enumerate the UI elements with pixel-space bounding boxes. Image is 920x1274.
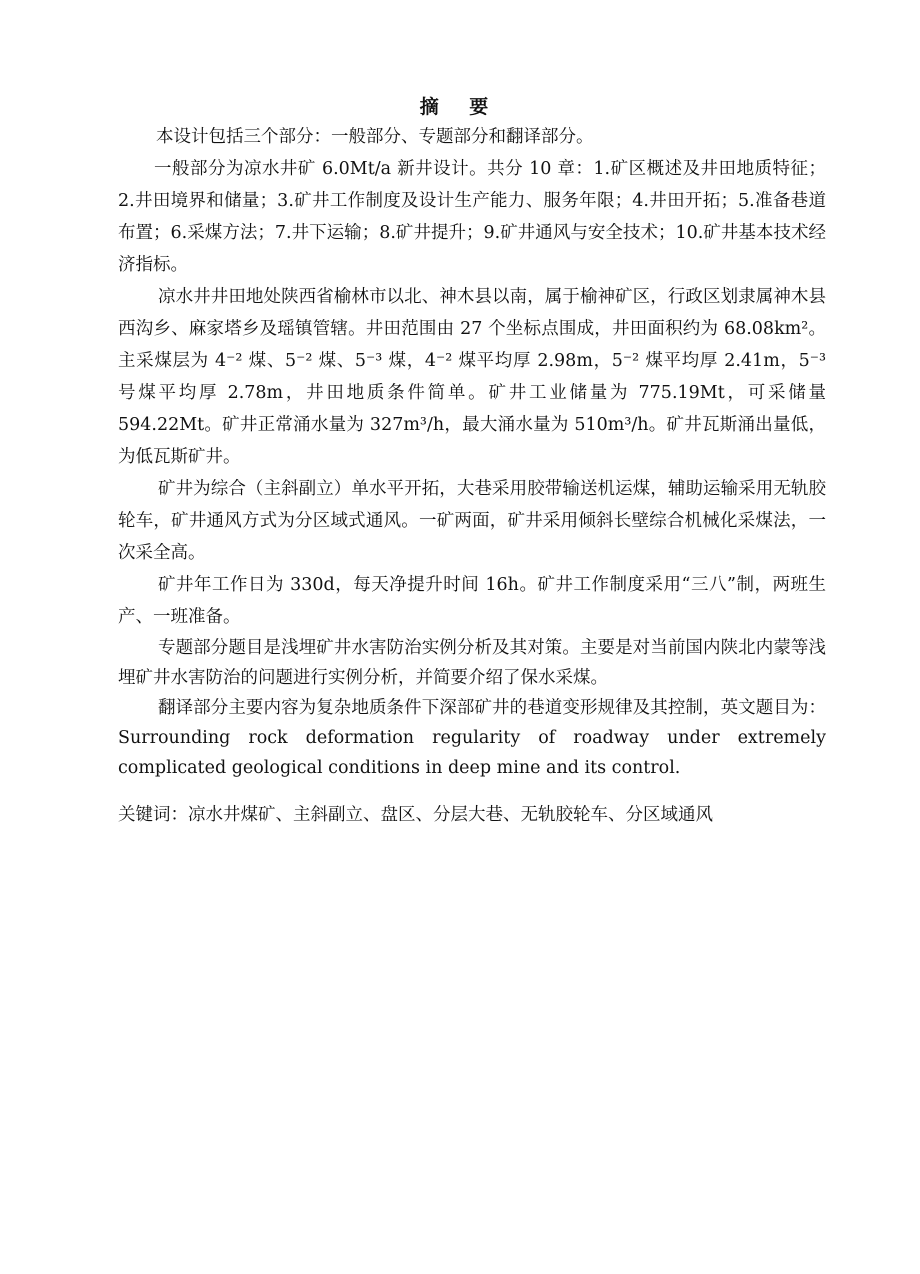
paragraph-mine-location: 凉水井井田地处陕西省榆林市以北、神木县以南，属于榆神矿区，行政区划隶属神木县西沟乡、麻家塔乡及瑶镇管辖。井田范围由 27 个坐标点围成，井田面积约为 68.08km²。主采煤层为 4⁻² 煤、5⁻² 煤、5⁻³ 煤，4⁻² 煤平均厚 2.98m，5⁻² 煤平均厚 2.41m，5⁻³ 号煤平均厚 2.78m，井田地质条件简单。矿井工业储量为 775.19Mt，可采储量 594.22Mt。矿井正常涌水量为 327m³/h，最大涌水量为 510m³/h。矿井瓦斯涌出量低，为低瓦斯矿井。 (118, 287, 826, 467)
paragraph-translation: 翻译部分主要内容为复杂地质条件下深部矿井的巷道变形规律及其控制，英文题目为：Surrounding rock deformation regularity of roadway under extremely complicated geological conditions in deep mine and its control. (118, 698, 826, 778)
paragraph-general-part: 一般部分为凉水井矿 6.0Mt/a 新井设计。共分 10 章：1.矿区概述及井田地质特征；2.井田境界和储量；3.矿井工作制度及设计生产能力、服务年限；4.井田开拓；5.准备巷道布置；6.采煤方法；7.井下运输；8.矿井提升；9.矿井通风与安全技术；10.矿井基本技术经济指标。 (118, 159, 826, 275)
paragraph-work-schedule: 矿井年工作日为 330d，每天净提升时间 16h。矿井工作制度采用“三八”制，两班生产、一班准备。 (118, 575, 826, 627)
abstract-body (118, 121, 826, 783)
keywords-line: 关键词：凉水井煤矿、主斜副立、盘区、分层大巷、无轨胶轮车、分区域通风 (118, 805, 713, 825)
abstract-title: 摘 要 (419, 96, 501, 118)
paragraph-special-topic: 专题部分题目是浅埋矿井水害防治实例分析及其对策。主要是对当前国内陕北内蒙等浅埋矿井水害防治的问题进行实例分析，并简要介绍了保水采煤。 (118, 638, 826, 688)
paragraph-mine-development: 矿井为综合（主斜副立）单水平开拓，大巷采用胶带输送机运煤，辅助运输采用无轨胶轮车，矿井通风方式为分区域式通风。一矿两面，矿井采用倾斜长壁综合机械化采煤法，一次采全高。 (118, 479, 826, 563)
paragraph-intro: 本设计包括三个部分：一般部分、专题部分和翻译部分。 (156, 127, 594, 147)
